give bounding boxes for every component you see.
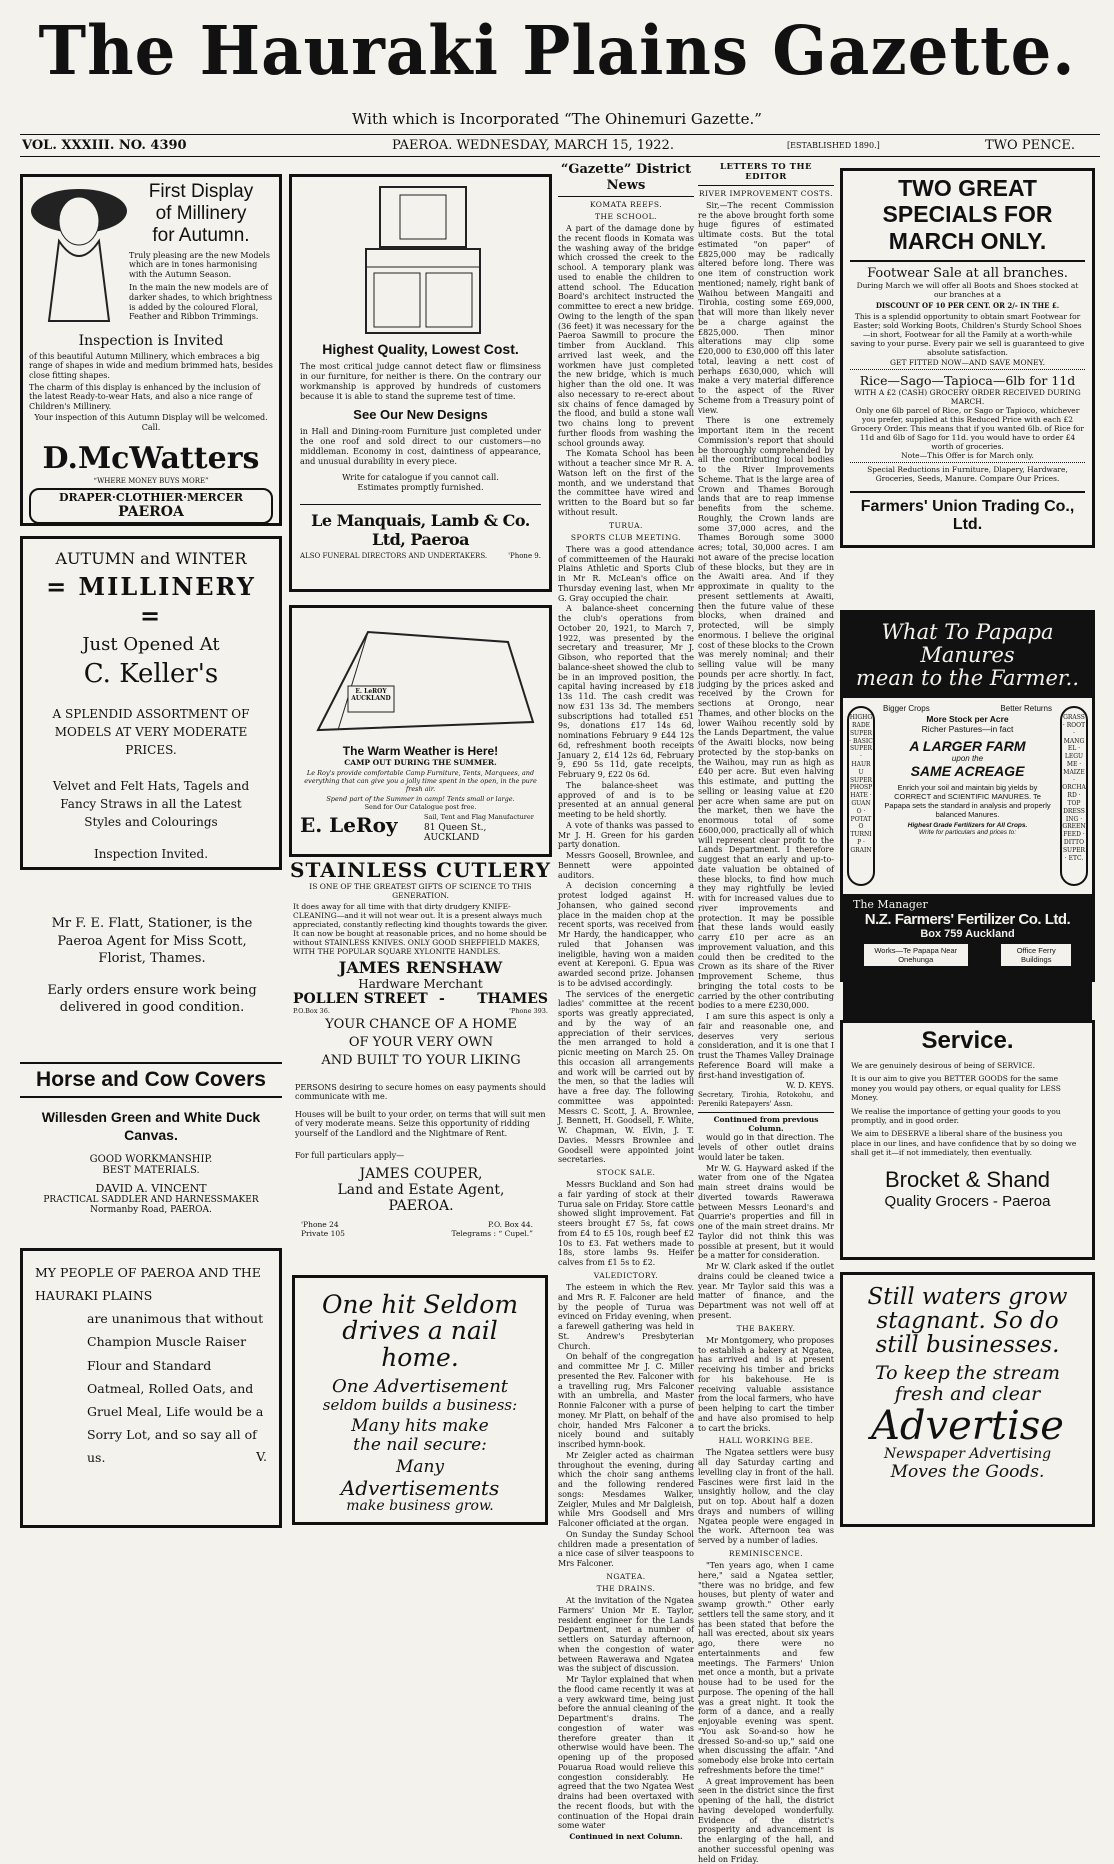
- mcwatters-invite: Inspection is Invited: [78, 333, 224, 349]
- mcwatters-tagline: “WHERE MONEY BUYS MORE”: [93, 476, 209, 485]
- brocket-p4: We aim to DESERVE a liberal share of the business you place in our lines, and have confidence that by so doing we shall get it—if not immediately, then eventually.: [851, 1129, 1077, 1157]
- vincent-name: DAVID A. VINCENT: [95, 1182, 207, 1196]
- news-title: “Gazette” District News: [558, 162, 694, 197]
- lady-illustration: [29, 181, 129, 331]
- still-line-7: Newspaper Advertising: [883, 1446, 1052, 1463]
- fu-note: Note—This Offer is for March only.: [850, 451, 1085, 463]
- letters-title: LETTERS TO THE EDITOR: [698, 162, 834, 186]
- mcwatters-body-2: The charm of this display is enhanced by the inclusion of the latest Ready-to-wear Hats, and also a nice range of Children's Millinery.: [29, 382, 261, 411]
- issue-date: PAEROA. WEDNESDAY, MARCH 15, 1922.: [392, 138, 674, 153]
- fu-rice-sub: WITH A £2 (CASH) GROCERY ORDER RECEIVED DURING MARCH.: [854, 388, 1081, 407]
- valedictory-paragraph-1: The esteem in which the Rev. and Mrs R. F. Falconer are held by the people of Turua was evinced on Friday evening, when a farewell gathering was held in St. Andrew's Presbyterian Church.: [558, 1283, 694, 1351]
- valedictory-header: VALEDICTORY.: [593, 1270, 659, 1280]
- ad-flatt: [38, 915, 266, 1040]
- brocket-trade: Quality Grocers - Paeroa: [884, 1193, 1051, 1211]
- fert-highest: Highest Grade Fertilizers for All Crops.: [907, 822, 1028, 830]
- fert-bigger: Bigger Crops: [883, 704, 930, 714]
- reminiscence-paragraph-2: A great improvement has been seen in the district since the first opening of the hall, the district having developed wonderfully. Evidence of the district's prosperity and advancement is the enlarging of the hall, and another successful opening was held on Friday.: [698, 1776, 834, 1864]
- still-line-6: Advertise: [871, 1403, 1064, 1450]
- couper-phone: 'Phone 24: [301, 1219, 339, 1229]
- ad-couper: [295, 1016, 547, 1256]
- bakery-header: THE BAKERY.: [736, 1323, 796, 1333]
- volume-number: VOL. XXXIII. NO. 4390: [22, 138, 187, 153]
- still-line-4: To keep the stream: [874, 1362, 1061, 1385]
- renshaw-name: JAMES RENSHAW: [338, 958, 503, 977]
- lemanquais-designs: See Our New Designs: [353, 407, 488, 422]
- leroy-sub: CAMP OUT DURING THE SUMMER.: [344, 758, 497, 767]
- mcwatters-heading-2: of Millinery: [155, 202, 247, 224]
- valedictory-paragraph-2: On behalf of the congregation and committee Mr J. C. Miller presented the Rev. Falconer with a travelling rug, Mrs Falconer with an umbrella, and Master Ronnie Falconer with a purse of money. Mr Platt, on behalf of the choir, handed Mrs Falconer a nicely bound and suitably inscribed hymn-book.: [558, 1352, 694, 1450]
- fert-upon: upon the: [951, 754, 984, 764]
- continued-paragraph-2: Mr W. G. Hayward asked if the water from one of the Ngatea main street drains would be diverted towards Rawerawa between Messrs Leonard's and Quarrie's properties and fill in one of the main street drains. Mr Taylor did not think this was possible at present, but it would be a matter for consideration.: [698, 1163, 834, 1261]
- lemanquais-phone: 'Phone 9.: [508, 552, 541, 560]
- continued-next: Continued in next Column.: [569, 1832, 683, 1842]
- continued-paragraph-1: would go in that direction. The levels of other outlet drains would later be taken.: [698, 1133, 834, 1162]
- couper-headline-2: OF YOUR VERY OWN: [348, 1035, 494, 1051]
- brocket-p1: We are genuinely desirous of being of SERVICE.: [851, 1061, 1036, 1070]
- fu-discount: DISCOUNT OF 10 PER CENT. OR 2/- IN THE £.: [875, 301, 1060, 311]
- drains-paragraph-1: At the invitation of the Ngatea Farmers' Union Mr E. Taylor, resident engineer for the Lands Department, met a number of settlers on Saturday afternoon, when the congestion of water between Rawerawa and Ngatea was the subject of discussion.: [558, 1596, 694, 1674]
- couper-name: JAMES COUPER,: [359, 1165, 483, 1182]
- couper-body-2: Houses will be built to your order, on terms that will suit men of very moderate means. Seize this opportunity of ridding yourself of the Landlord and the Nightmare of Rent.: [295, 1109, 546, 1138]
- reminiscence-header: REMINISCENCE.: [728, 1548, 804, 1558]
- letters-column: [698, 162, 834, 1864]
- sports-header: SPORTS CLUB MEETING.: [570, 532, 682, 542]
- brocket-p2: It is our aim to give you BETTER GOODS for the same money you would pay others, or equal quality for LESS Money.: [851, 1074, 1061, 1103]
- school-paragraph-2: The Komata School has been without a teacher since Mr R. A. Watson left on the first of the month, and we understand that the committee have wired and written to the Board but so far without result.: [558, 449, 694, 517]
- valedictory-paragraph-4: On Sunday the Sunday School children made a presentation of a nice case of silver teaspoons to Mrs Falconer.: [558, 1529, 694, 1569]
- fu-headline: TWO GREAT SPECIALS FOR MARCH ONLY.: [850, 175, 1085, 262]
- mcwatters-heading-3: for Autumn.: [152, 224, 250, 246]
- keller-line-4: C. Keller's: [83, 659, 219, 689]
- onehit-line-8: Advertisements: [340, 1476, 500, 1501]
- couper-headline-3: AND BUILT TO YOUR LIKING: [321, 1053, 521, 1069]
- masthead-rule-top: [20, 134, 1100, 135]
- champion-sign: V.: [256, 1449, 267, 1465]
- letter-paragraph-2: There is one extremely important item in the recent Commission's report that should be thoroughly comprehended by all the contributing local bodies to the River Improvements Scheme. That is the large area of Crown and Thames Borough lands that are to reap immense benefits from the scheme. Roughly, the Crown lands are some 37,000 acres, and the Thames Borough some 3000 acres; total, 30,000 acres. I am not aware of the precise location of these blocks, but they are in the Awaiti area. And if they approximate in quality to the present settlements at Awaiti, then the future value of these blocks, when drained and protected, will be simply enormous. I believe the original cost of these blocks to the Crown was merely nominal; and their selling value will be many pounds per acre shortly. In fact, judging by the prices asked and received by the Crown for sections at Orongo, near Thames, and other blocks on the lower Waihou recently sold by the Lands Department, the value of the Awaiti blocks, now being protected by the stop-banks on the Waihou, may run as high as £40 per acre. But even halving this estimate, and putting the selling or leasing value at £20 per acre when same are put on the market, then we have the enormous total of some £600,000, practically all of which will represent clear profit to the Lands Department. I therefore suggest that an early and up-to-date valuation be obtained of these blocks, to find how much they may rightfully be levied with for increased values due to river improvements and protection. It may be possible that these lands would easily carry £10 per acre as an improvement valuation, and this could then be credited to the Crown as its share of the River Improvement Scheme, thus bringing the total costs to be carried by the other contributing bodies to a mere £230,000.: [698, 416, 834, 1011]
- letter-paragraph-3: I am sure this aspect is only a fair and reasonable one, and deserves very serious consideration, and it is one that I trust the Thames Valley Drainage Reference Board will make a first-hand investigation of.: [698, 1012, 834, 1080]
- sports-paragraph-3: The balance-sheet was approved of and is to be presented at an annual general meeting to be held shortly.: [558, 780, 694, 820]
- ad-brocket: [840, 1020, 1095, 1260]
- couper-headline-1: YOUR CHANCE OF A HOME: [325, 1017, 517, 1032]
- sports-paragraph-5: Messrs Goosell, Brownlee, and Bennett were appointed auditors.: [558, 851, 694, 880]
- leroy-address: 81 Queen St., AUCKLAND: [424, 823, 487, 843]
- mcwatters-intro-2: In the main the new models are of darker shades, to which brightness is added by the coloured Floral, Feather and Ribbon Trimmings.: [129, 283, 273, 322]
- still-line-1: Still waters grow: [867, 1284, 1068, 1310]
- ad-farmers-union: [840, 168, 1095, 548]
- couper-town: PAEROA.: [388, 1197, 454, 1214]
- vincent-address: Normanby Road, PAEROA.: [90, 1205, 212, 1216]
- lemanquais-body-2: in Hall and Dining-room Furniture just completed under the one roof and sold direct to our customers—no middleman. Economy in cost, daintiness of appearance, and unusual durability in every piece.: [300, 426, 541, 466]
- letter-signature: W. D. KEYS.: [786, 1081, 834, 1091]
- keller-line-5: A SPLENDID ASSORTMENT OF MODELS AT VERY MODERATE PRICES.: [52, 707, 250, 757]
- still-line-8: Moves the Goods.: [890, 1461, 1045, 1482]
- turua-header: TURUA.: [609, 520, 643, 530]
- drains-header: THE DRAINS.: [596, 1583, 656, 1593]
- renshaw-pobox: P.O.Box 36.: [293, 1007, 330, 1015]
- fert-larger: A LARGER FARM: [909, 738, 1026, 755]
- onehit-line-2: drives a nail home.: [342, 1316, 498, 1372]
- champion-lead: MY PEOPLE OF PAEROA AND THE HAURAKI PLAINS: [35, 1265, 261, 1304]
- fert-better: Better Returns: [1000, 704, 1052, 714]
- school-header: THE SCHOOL.: [595, 211, 657, 221]
- drains-paragraph-2: Mr Taylor explained that when the flood came recently it was at a very awkward time, being just before the annual cleaning of the Department's drains. The congestion of water was therefore greater than it otherwise would have been. The opening up of the proposed Pouarua Road would relieve this congestion considerably. He agreed that the two Ngatea West drains had been overtaxed with the recent floods, but with the continuation of the Hopai drain some water: [558, 1675, 694, 1831]
- news-column: [558, 162, 694, 1842]
- ad-champion: [20, 1248, 282, 1528]
- onehit-line-3: One Advertisement: [331, 1375, 509, 1397]
- mcwatters-trade: DRAPER·CLOTHIER·MERCER: [59, 490, 243, 504]
- flatt-line-1: Mr F. E. Flatt, Stationer, is the Paeroa Agent for Miss Scott, Florist, Thames.: [51, 916, 253, 967]
- ad-keller: [20, 536, 282, 870]
- fert-right-crops: GRASS · ROOT · MANGEL · LEGUME · MAIZE · ORCHARD · TOP DRESSING · GREEN FEED · DITTO SUPER · ETC.: [1060, 706, 1088, 886]
- leroy-headline: The Warm Weather is Here!: [342, 744, 499, 758]
- renshaw-body: It does away for all time with that dirty drudgery KNIFE-CLEANING—and it will not wear out. It is a present always much appreciated, constantly reflecting kind thoughts towards the giver. It can now be bought at reasonable prices, and no home should be without STAINLESS KNIVES. ONLY GOOD SHEFFIELD MAKES, WITH THE POPULAR SQUARE XYLONITE HANDLES.: [293, 902, 548, 956]
- couper-body-1: PERSONS desiring to secure homes on easy payments should communicate with me.: [295, 1082, 546, 1102]
- tent-label: E. LeROY AUCKLAND: [351, 688, 391, 702]
- onehit-line-4: seldom builds a business:: [322, 1395, 518, 1414]
- vincent-headline: Horse and Cow Covers: [20, 1062, 282, 1098]
- vincent-sub: Willesden Green and White Duck Canvas.: [41, 1109, 261, 1144]
- fert-stock: More Stock per Acre: [926, 714, 1009, 725]
- couper-trade: Land and Estate Agent,: [337, 1181, 505, 1198]
- stock-paragraph-1: Messrs Buckland and Son had a fair yarding of stock at their Turua sale on Friday. Store cattle showed slight improvement. Fat steers brought £7 5s, fat cows from £4 to £5 10s, rough beef £2 10s to £3. Fat wethers made to 18s, store lambs 9s. Heifer calves from £1 5s to £2.: [558, 1180, 694, 1268]
- fert-pastures: Richer Pastures—in fact: [921, 724, 1014, 735]
- hall-header: HALL WORKING BEE.: [718, 1436, 814, 1446]
- ad-still-waters: [840, 1272, 1095, 1527]
- fu-brand: Farmers' Union Trading Co., Ltd.: [850, 491, 1085, 534]
- fert-enrich: Enrich your soil and maintain big yields by CORRECT and SCIENTIFIC MANURES. Te Papapa sets the standard in analysis and properly balanced Manures.: [884, 783, 1051, 820]
- keller-line-7: Inspection Invited.: [93, 847, 209, 861]
- newspaper-subtitle: With which is Incorporated “The Ohinemuri Gazette.”: [352, 110, 762, 128]
- couper-pobox: P.O. Box 44.: [488, 1219, 533, 1229]
- onehit-line-5: Many hits make: [351, 1416, 489, 1437]
- fu-rice: Rice—Sago—Tapioca—6lb for 11d: [859, 373, 1076, 389]
- flatt-line-2: Early orders ensure work being delivered in good condition.: [47, 982, 257, 1016]
- lemanquais-headline: Highest Quality, Lowest Cost.: [322, 341, 519, 357]
- keller-line-3: Just Opened At: [82, 634, 220, 655]
- fu-fitted: GET FITTED NOW—AND SAVE MONEY.: [850, 358, 1085, 370]
- reminiscence-paragraph-1: "Ten years ago, when I came here," said a Ngatea settler, "there was no bridge, and few houses, but plenty of water and swamp growth." Other early settlers tell the same story, and it has been stated that before the hall was erected, about six years ago, there were no entertainments and few meetings. The Farmers' Union met once a month, but a private house had to be used for the purpose. The opening of the hall was a great night. It took the form of a dance, and a really enjoyable evening was spent. "You ask So-and-so how he dressed So-and-so up," said one when discussing the affair. "And somebody else broke into certain refreshments before the time!": [698, 1561, 834, 1775]
- lemanquais-catalogue: Write for catalogue if you cannot call. Estimates promptly furnished.: [342, 472, 499, 492]
- masthead: [0, 0, 1114, 160]
- still-line-2: stagnant. So do: [876, 1308, 1059, 1335]
- vincent-trade: PRACTICAL SADDLER AND HARNESSMAKER: [43, 1195, 259, 1206]
- fert-headline-2: mean to the Farmer..: [855, 666, 1079, 691]
- ad-vincent: [20, 1062, 282, 1234]
- brocket-brand: Brocket & Shand: [884, 1167, 1051, 1193]
- onehit-line-1: One hit Seldom: [321, 1290, 519, 1319]
- komata-header: KOMATA REEFS.: [589, 199, 663, 209]
- renshaw-town: THAMES: [477, 991, 548, 1007]
- fert-left-crops: HIGHGRADE SUPER · BASIC SUPER · HAURU SUPERPHOSPHATE · GUANO · POTATO TURNIP · GRAIN: [847, 706, 875, 886]
- established-date: [ESTABLISHED 1890.]: [787, 141, 880, 150]
- dresser-illustration: [300, 181, 541, 341]
- fert-acreage: SAME ACREAGE: [910, 763, 1025, 780]
- newspaper-title: The Hauraki Plains Gazette.: [38, 12, 1076, 91]
- leroy-spend: Spend part of the Summer in camp! Tents small or large.: [326, 795, 515, 803]
- ad-lemanquais: [289, 174, 552, 592]
- valedictory-paragraph-3: Mr Zeigler acted as chairman throughout the evening, during which the choir sang anthems and the following rendered songs: Mesdames Walker, Zeigler, Mules and Mr Dalgleish, while Mrs Goodsell and Mrs Falconer officiated at the organ.: [558, 1450, 694, 1529]
- lemanquais-footer: ALSO FUNERAL DIRECTORS AND UNDERTAKERS.: [300, 552, 488, 560]
- keller-line-1: AUTUMN and WINTER: [55, 549, 247, 568]
- ad-one-hit: [292, 1275, 548, 1525]
- onehit-line-6: the nail secure:: [353, 1434, 487, 1455]
- stock-header: STOCK SALE.: [596, 1168, 656, 1178]
- leroy-catalogue: Send for Our Catalogue post free.: [364, 803, 477, 811]
- ngatea-header: NGATEA.: [606, 1571, 646, 1581]
- price: TWO PENCE.: [985, 138, 1076, 153]
- lemanquais-brand: Le Manquais, Lamb & Co. Ltd, Paeroa: [300, 504, 541, 549]
- continued-from-header: Continued from previous Column.: [698, 1112, 834, 1133]
- brocket-headline: Service.: [921, 1027, 1014, 1054]
- champion-body: are unanimous that without Champion Muscle Raiser Flour and Standard Oatmeal, Rolled Oats, and Gruel Meal, Life would be a Sorry Lot, and so say all of us.: [87, 1311, 264, 1465]
- renshaw-sub: IS ONE OF THE GREATEST GIFTS OF SCIENCE TO THIS GENERATION.: [309, 882, 532, 900]
- mcwatters-intro-1: Truly pleasing are the new Models which are in tones harmonising with the Autumn Season.: [129, 250, 270, 279]
- renshaw-phone: 'Phone 393.: [509, 1007, 548, 1015]
- fert-box: Box 759 Auckland: [920, 928, 1015, 941]
- ad-leroy: [289, 605, 552, 857]
- vincent-good: GOOD WORKMANSHIP.: [89, 1154, 213, 1166]
- fert-company: N.Z. Farmers' Fertilizer Co. Ltd.: [864, 911, 1071, 929]
- bakery-paragraph-1: Mr Montgomery, who proposes to establish a bakery at Ngatea, has arrived and is at present receiving his timber and bricks for his bakehouse. He is receiving valuable assistance from the local farmers, who have been helping to cart the timber and have also promised to help to cart the bricks.: [698, 1335, 834, 1433]
- continued-paragraph-3: Mr W. Clark asked if the outlet drains could be cleaned twice a year. Mr Taylor said this was a matter of finance, and the Department was not well off at present.: [698, 1262, 834, 1320]
- letters-sub: RIVER IMPROVEMENT COSTS.: [698, 188, 834, 198]
- onehit-line-9: make business grow.: [346, 1498, 494, 1515]
- sports-paragraph-6: A decision concerning a protest lodged against H. Johansen, who gained second place in the maiden chop at the recent sports, was received from Mr Hardy, the handicapper, who ruled that Johansen was ineligible, having won a maiden event at Kereponi. G. Epua was awarded second prize. Johansen is to be advised accordingly.: [558, 881, 694, 988]
- fert-write: Write for particulars and prices to:: [918, 829, 1017, 837]
- fu-footwear: Footwear Sale at all branches.: [867, 266, 1068, 282]
- fu-special: Special Reductions in Furniture, Dlapery, Hardware, Groceries, Seeds, Manure. Compare Our Prices.: [867, 465, 1068, 484]
- leroy-brand: E. LeRoy: [300, 813, 398, 837]
- mcwatters-heading-1: First Display: [148, 181, 254, 202]
- sports-paragraph-7: The services of the energetic ladies' committee at the recent sports was greatly appreciated, and by the way of an appreciation of their services, the men arranged to hold a picnic meeting on March 25. On this occasion all arrangements and work will be carried out by the men, so that the ladies will have a free day. The following committee was appointed: Messrs C. Scott, J. A. Brownlee, J. Bennett, H. Goodsell, F. White, W. Chapman, W. Elvin, J. T. Davies. Messrs Brownlee and Goodsell were appointed joint secretaries.: [558, 989, 694, 1165]
- tent-illustration: [298, 612, 543, 744]
- ad-mcwatters: [20, 174, 282, 526]
- renshaw-headline: STAINLESS CUTLERY: [290, 858, 551, 882]
- mcwatters-body-1: of this beautiful Autumn Millinery, which embraces a big range of shapes in wide and medium brimmed hats, besides close fitting shapes.: [29, 351, 273, 380]
- fert-headline-1: What To Papapa Manures: [881, 620, 1054, 668]
- fu-footwear-body: During March we will offer all Boots and Shoes stocked at our branches at a: [856, 281, 1079, 300]
- fert-office: Office Ferry Buildings: [1001, 944, 1071, 966]
- fert-works: Works—Te Papapa Near Onehunga: [864, 944, 968, 966]
- leroy-maker: Sail, Tent and Flag Manufacturer: [424, 813, 534, 821]
- keller-line-2: = MILLINERY =: [46, 572, 256, 630]
- school-paragraph-1: A part of the damage done by the recent floods in Komata was the washing away of the bridge which crossed the creek to the school. A temporary plank was used to enable the children to attend school. The Education Board's architect instructed the committee to erect a new bridge. Owing to the length of the span (36 feet) it was necessary for the Paeroa Sawmill to procure the timber from Auckland. This arrived last week, and the workmen have just completed the new bridge, which is much higher than the old one. It was also necessary to re-erect about six chains of fence damaged by the flood, and build a stone wall two chains long to prevent further floods from washing the school grounds away.: [558, 224, 694, 448]
- masthead-rule-bottom: [20, 156, 1100, 157]
- renshaw-street: POLLEN STREET: [293, 991, 428, 1007]
- mcwatters-body-3: Your inspection of this Autumn Display will be welcomed. Call.: [34, 413, 268, 432]
- couper-private: Private 105: [301, 1228, 345, 1238]
- fert-manager: The Manager: [853, 898, 928, 912]
- couper-telegrams: Telegrams : “ Cupel.”: [451, 1228, 533, 1238]
- letter-signature-2: Secretary, Tirohia, Rotokohu, and Pereniki Ratepayers' Assn.: [698, 1091, 834, 1108]
- ad-fertilizer: [840, 610, 1095, 982]
- sports-paragraph-2: A balance-sheet concerning the club's operations from October 20, 1921, to March 7, 1922, was presented by the secretary and treasurer, Mr J. Gibson, who reported that the balance-sheet showed the club to be in an improved position, the capital having increased by £18 13s 11d. The cash credit was now £31 13s 3d. The members subscriptions had totalled £51 9s, donations £17 14s 6d, nominations February 9 £44 12s 6d, refreshment booth receipts January 2, £14 12s 6d, February 9, £90 5s 11d, gate receipts, February 9, £22 0s 6d.: [558, 604, 694, 780]
- keller-line-6: Velvet and Felt Hats, Tagels and Fancy Straws in all the Latest Styles and Colourings: [52, 779, 250, 829]
- leroy-body: Le Roy's provide comfortable Camp Furniture, Tents, Marquees, and everything that can give you a jolly time spent in the open, in the pure fresh air.: [304, 769, 537, 793]
- still-line-3: still businesses.: [875, 1332, 1060, 1359]
- letter-paragraph-1: Sir,—The recent Commission re the above brought forth some huge figures of estimated ultimate costs. But the total estimated "on paper" of £825,000 may be radically altered before long. There was one item of construction work mentioned; namely, right bank of Waihou between Mangaiti and Tirohia, costing some £69,000, that will more than likely never be a charge against the £825,000. Then minor alterations may clip some £20,000 to £30,000 off this later total, leaving a nett cost of perhaps £630,000, which will make a very material difference to the aspect of the River Scheme from a Treasury point of view.: [698, 200, 834, 415]
- ad-renshaw: STAINLESS CUTLERY IS ONE OF THE GREATEST GIFTS OF SCIENCE TO THIS GENERATION. It does away for all time with that dirty drudgery KNIFE-CLEANING—and it will not wear out. It is a present always much appreciated, constantly reflecting kind thoughts towards the giver. It can now be bought at reasonable prices, and no home should be without STAINLESS KNIVES. ONLY GOOD SHEFFIELD MAKES, WITH THE POPULAR SQUARE XYLONITE HANDLES. JAMES RENSHAW Hardware Merchant POLLEN STREET - THAMES P.O.Box 36. 'Phone 393.: [290, 858, 551, 1015]
- hall-paragraph-1: The Ngatea settlers were busy all day Saturday carting and levelling clay in front of the hall. Fascines were first laid in the unsightly hollow, and the clay put on top. About half a dozen drays and numbers of willing Ngatea people were engaged in the work. Afternoon tea was served by a number of ladies.: [698, 1448, 834, 1546]
- brocket-p3: We realise the importance of getting your goods to you promptly, and in good order.: [851, 1106, 1061, 1125]
- sports-paragraph-1: There was a good attendance of committeemen of the Hauraki Plains Athletic and Sports Club in Mr R. McLean's office on Thursday evening last, when Mr G. Gray occupied the chair.: [558, 544, 694, 603]
- vincent-best: BEST MATERIALS.: [102, 1165, 200, 1177]
- renshaw-trade: Hardware Merchant: [358, 977, 483, 991]
- fu-rice-body: Only one 6lb parcel of Rice, or Sago or Tapioco, whichever you prefer, supplied at this Reduced Price with each £2 Grocery Order. This means that if you wanted 6lb. of Rice for 11d and 6lb of Sago for 11d. you would have to order £4 worth of groceries.: [851, 406, 1084, 452]
- sports-paragraph-4: A vote of thanks was passed to Mr J. H. Green for his garden party donation.: [558, 820, 694, 850]
- mcwatters-town: PAEROA: [118, 504, 184, 521]
- still-line-5: fresh and clear: [894, 1383, 1041, 1406]
- fu-discount-body: This is a splendid opportunity to obtain smart Footwear for Easter; sold Working Boots, Children's Sturdy School Shoes—in short, Footwear for all the Family at a worth-while saving to your purse. Every pair we sell is guaranteed to give absolute satisfaction.: [850, 312, 1085, 358]
- lemanquais-body: The most critical judge cannot detect flaw or flimsiness in our furniture, for neither is there. On the contrary our workmanship is approved by hundreds of customers because it is able to stand the supreme test of time.: [300, 361, 541, 401]
- onehit-line-7: Many: [395, 1457, 445, 1478]
- couper-apply: For full particulars apply—: [295, 1150, 405, 1160]
- mcwatters-brand: D.McWatters: [42, 440, 260, 476]
